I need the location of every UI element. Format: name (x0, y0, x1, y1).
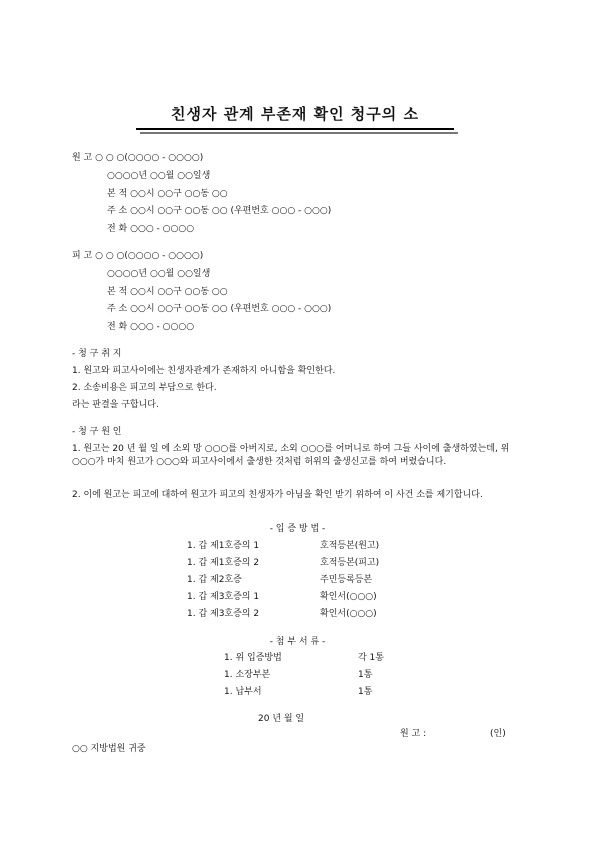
purpose-item: 2. 소송비용은 피고의 부담으로 한다. (72, 383, 217, 393)
plaintiff-address: 주 소 ○○시 ○○구 ○○동 ○○ (우편번호 ○○○ - ○○○) (107, 206, 332, 216)
evidence-item-label: 1. 갑 제1호증의 1 (187, 541, 260, 551)
evidence-heading: - 입 증 방 법 - (269, 524, 326, 534)
attachments-heading: - 첨 부 서 류 - (269, 637, 326, 647)
defendant-address: 주 소 ○○시 ○○구 ○○동 ○○ (우편번호 ○○○ - ○○○) (107, 304, 332, 314)
evidence-item-label: 1. 갑 제3호증의 2 (187, 609, 260, 619)
filing-date: 20 년 월 일 (258, 714, 305, 724)
attachment-item-label: 1. 위 입증방법 (224, 653, 282, 663)
title-shadow-rule (140, 132, 458, 134)
seal-mark: (인) (490, 729, 506, 739)
attachment-item-count: 1통 (358, 687, 373, 697)
cause-paragraph-2: 2. 이에 원고는 피고에 대하여 원고가 피고의 친생자가 아님을 확인 받기 위하여 이 사건 소를 제기합니다. (72, 490, 483, 500)
cause-heading: - 청 구 원 인 (72, 427, 122, 437)
plaintiff-phone: 전 화 ○○○ - ○○○○ (107, 224, 195, 234)
attachment-item-count: 1통 (358, 670, 373, 680)
plaintiff-domicile: 본 적 ○○시 ○○구 ○○동 ○○ (107, 189, 228, 199)
attachment-item-label: 1. 소장부본 (224, 670, 271, 680)
defendant-phone: 전 화 ○○○ - ○○○○ (107, 322, 195, 332)
defendant-birth: ○○○○년 ○○월 ○○일생 (107, 269, 211, 279)
plaintiff-name-line: 원 고 ○ ○ ○(○○○○ - ○○○○) (72, 153, 204, 163)
evidence-item-desc: 호적등본(피고) (320, 558, 380, 568)
evidence-item-label: 1. 갑 제2호증 (187, 575, 242, 585)
purpose-closing: 라는 판결을 구합니다. (72, 400, 159, 410)
document-title: 친생자 관계 부존재 확인 청구의 소 (136, 98, 454, 130)
signature-label: 원 고 : (400, 729, 427, 739)
court-addressee: ○○ 지방법원 귀중 (72, 744, 146, 754)
evidence-item-desc: 확인서(○○○) (320, 609, 377, 619)
purpose-heading: - 청 구 취 지 (72, 349, 122, 359)
attachment-item-label: 1. 납부서 (224, 687, 262, 697)
defendant-domicile: 본 적 ○○시 ○○구 ○○동 ○○ (107, 287, 228, 297)
evidence-item-desc: 주민등록등본 (320, 575, 373, 585)
purpose-item: 1. 원고와 피고사이에는 친생자관계가 존재하지 아니함을 확인한다. (72, 366, 336, 376)
evidence-item-label: 1. 갑 제3호증의 1 (187, 592, 260, 602)
evidence-item-desc: 확인서(○○○) (320, 592, 377, 602)
plaintiff-birth: ○○○○년 ○○월 ○○일생 (107, 171, 211, 181)
attachment-item-count: 각 1통 (358, 653, 384, 663)
cause-paragraph-1: 1. 원고는 20 년 월 일 에 소외 망 ○○○를 아버지로, 소외 ○○○를 어머니로 하여 그들 사이에 출생하였는데, 위 ○○○가 마치 원고가 ○○○와 피고사이에서 출생한 것처럼 허위의 출생신고를 하여 버렸습니다. (72, 444, 510, 467)
defendant-name-line: 피 고 ○ ○ ○(○○○○ - ○○○○) (72, 251, 204, 261)
evidence-item-label: 1. 갑 제1호증의 2 (187, 558, 260, 568)
evidence-item-desc: 호적등본(원고) (320, 541, 380, 551)
